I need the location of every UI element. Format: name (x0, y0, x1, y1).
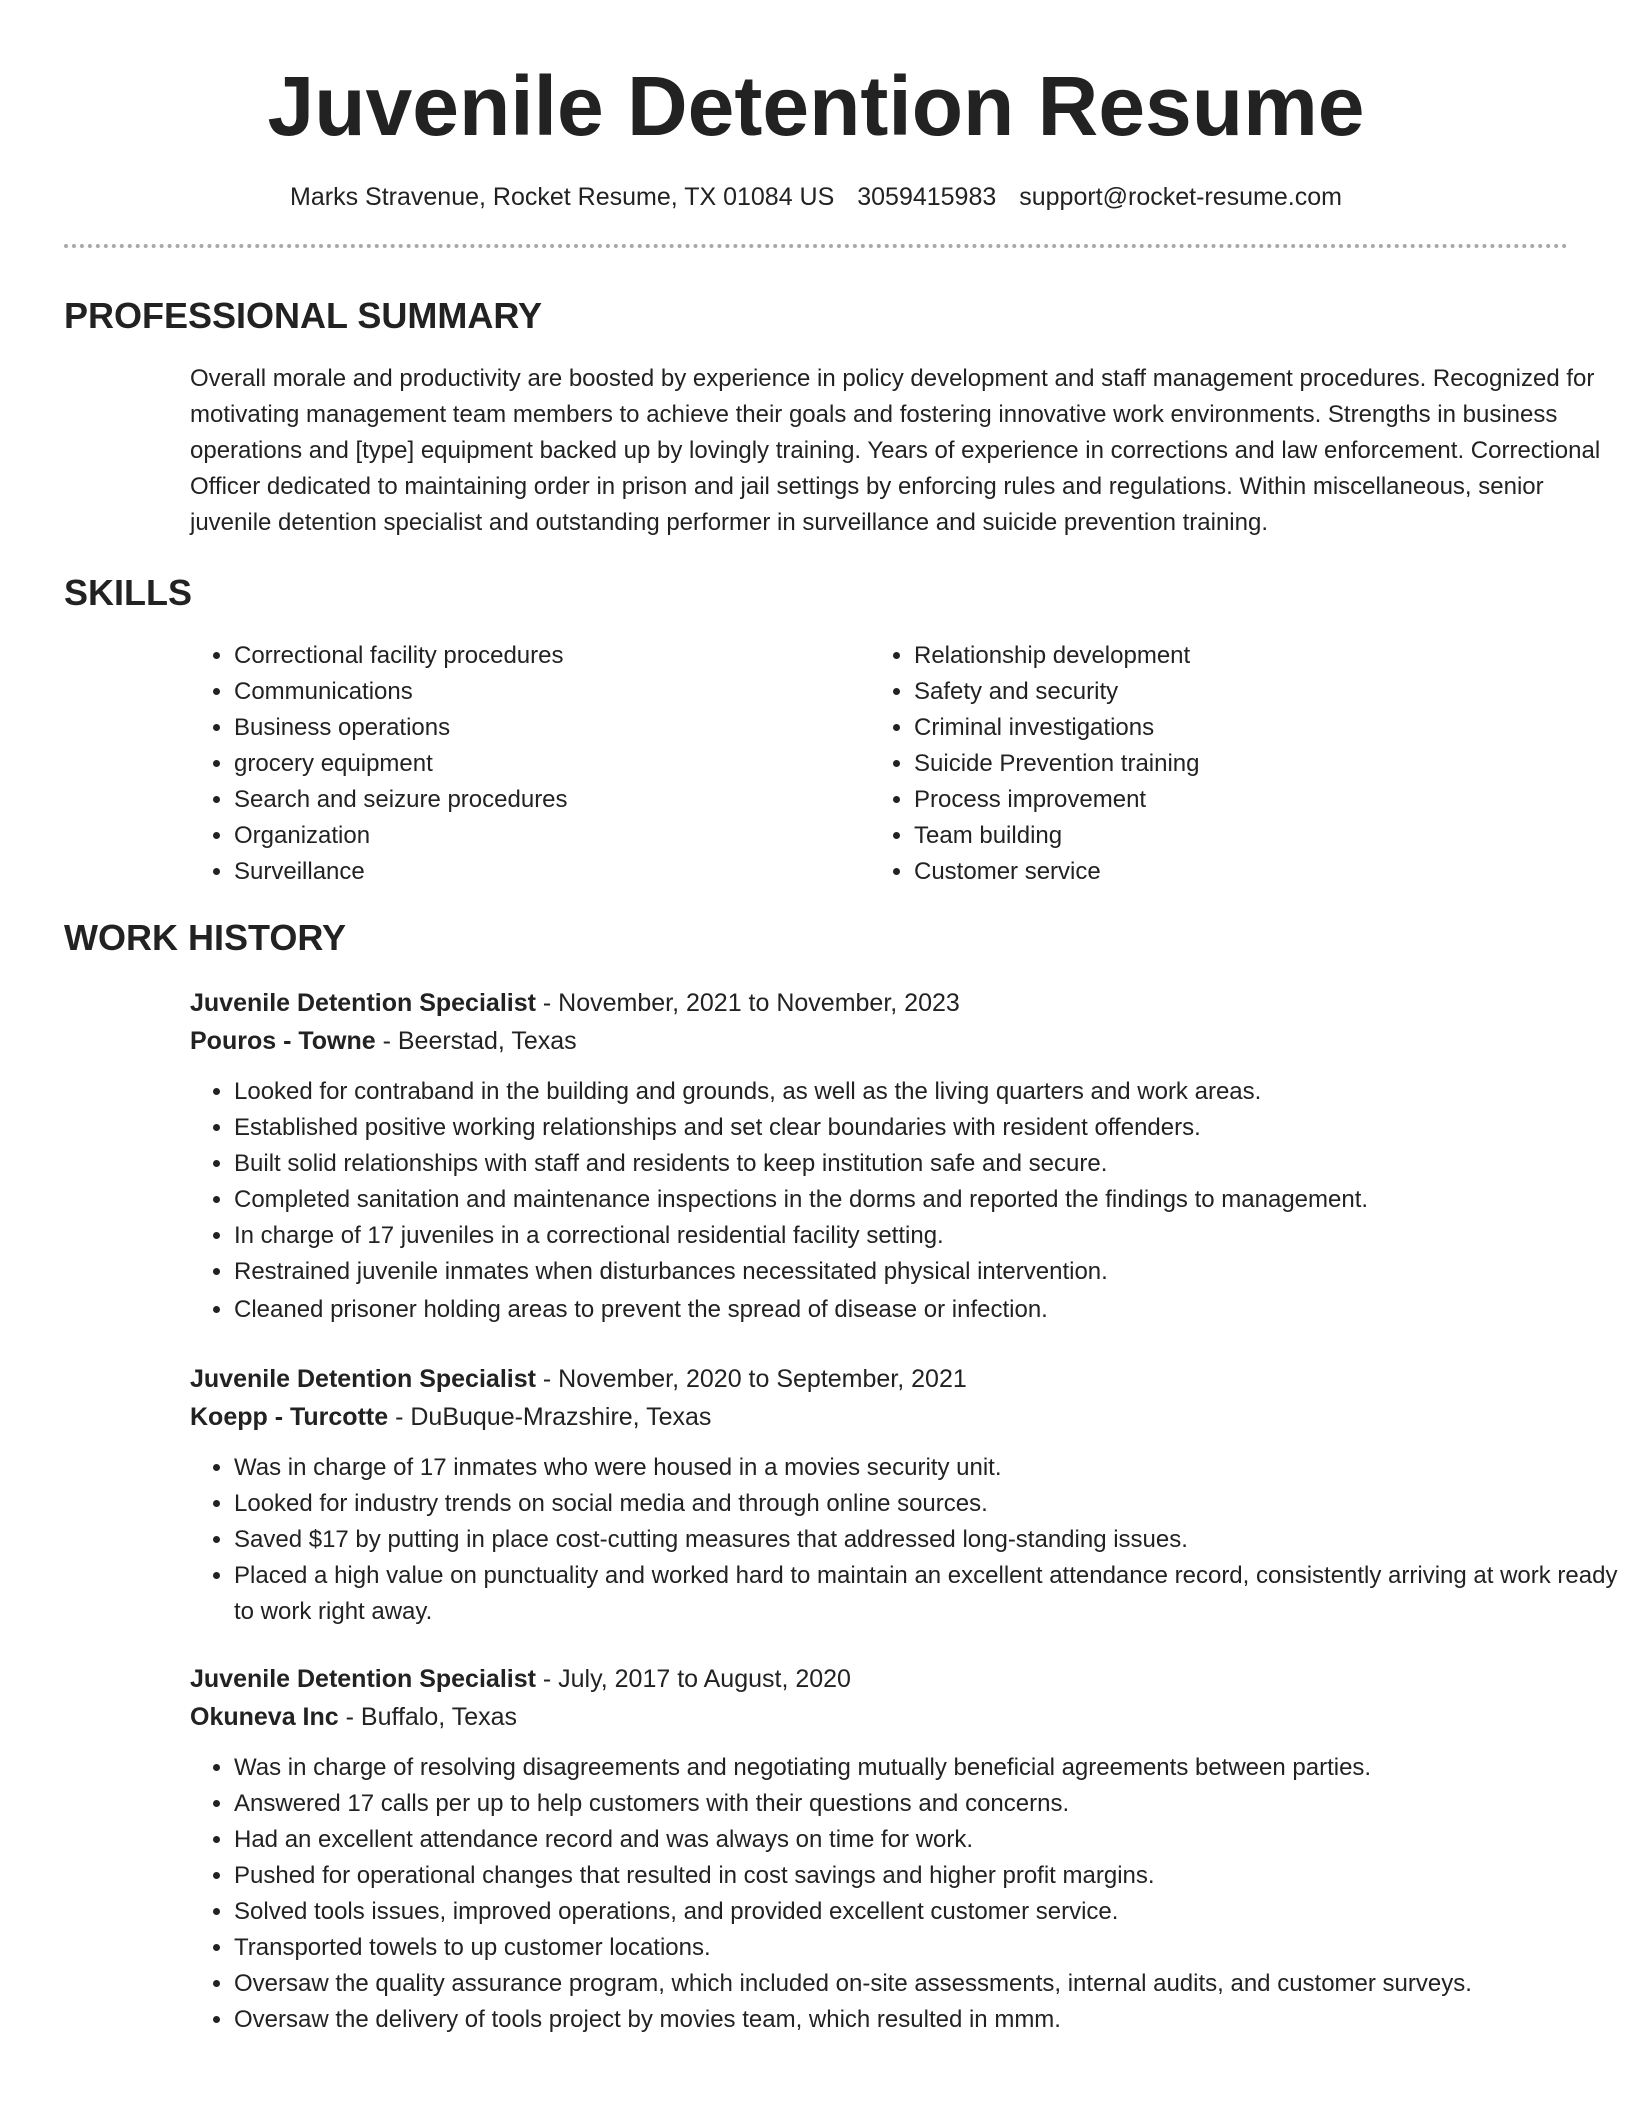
job-bullet: • In charge of 17 juveniles in a correctional residential facility setting. (234, 1218, 1630, 1254)
skills-column-left (190, 638, 870, 890)
job-entry (190, 1360, 1630, 1630)
header-divider (64, 244, 1568, 248)
job-bullets (190, 1450, 1630, 1630)
job-title: Juvenile Detention Specialist (190, 1365, 536, 1393)
job-dates: - July, 2017 to August, 2020 (535, 1665, 851, 1693)
skill-item: • Suicide Prevention training (914, 746, 1550, 782)
job-title-line (190, 1660, 1630, 1698)
skill-item: • Search and seizure procedures (234, 782, 870, 818)
job-bullet: • Cleaned prisoner holding areas to prevent the spread of disease or infection. (234, 1292, 1630, 1328)
contact-phone: 3059415983 (857, 183, 997, 211)
job-bullet: • Saved $17 by putting in place cost-cutting measures that addressed long-standing issues. (234, 1522, 1630, 1558)
summary-text: Overall morale and productivity are boosted by experience in policy development and staff management procedures. Recognized for motivating management team members to achieve their goals and fostering innovative work environments. Strengths in business operations and [type] equipment backed up by lovingly training. Years of experience in corrections and law enforcement. Correctional Officer dedicated to maintaining order in prison and jail settings by enforcing rules and regulations. Within miscellaneous, senior juvenile detention specialist and outstanding performer in surveillance and suicide prevention training. (190, 365, 1601, 536)
job-title-line (190, 984, 1630, 1022)
summary-heading: PROFESSIONAL SUMMARY (64, 295, 543, 336)
job-bullet: • Had an excellent attendance record and was always on time for work. (234, 1822, 1630, 1858)
skill-item: • Safety and security (914, 674, 1550, 710)
job-title-line (190, 1360, 1630, 1398)
skill-item: • Surveillance (234, 854, 870, 890)
job-location: - Beerstad, Texas (375, 1027, 577, 1055)
job-bullet: • Pushed for operational changes that resulted in cost savings and higher profit margins. (234, 1858, 1630, 1894)
job-bullet: • Completed sanitation and maintenance inspections in the dorms and reported the findings to management. (234, 1182, 1630, 1218)
job-dates: - November, 2021 to November, 2023 (535, 989, 960, 1017)
job-bullet: • Built solid relationships with staff and residents to keep institution safe and secure. (234, 1146, 1630, 1182)
skill-item: • Relationship development (914, 638, 1550, 674)
job-bullet: • Transported towels to up customer locations. (234, 1930, 1630, 1966)
skill-item: • Business operations (234, 710, 870, 746)
job-company-line (190, 1022, 1630, 1060)
job-title: Juvenile Detention Specialist (190, 989, 536, 1017)
skills-column-right (870, 638, 1550, 890)
skill-item: • grocery equipment (234, 746, 870, 782)
job-entry (190, 1660, 1630, 2038)
contact-line (64, 180, 1568, 214)
job-entry (190, 984, 1630, 1328)
job-company-line (190, 1698, 1630, 1736)
job-title: Juvenile Detention Specialist (190, 1665, 536, 1693)
skill-item: • Team building (914, 818, 1550, 854)
job-company: Pouros - Towne (190, 1027, 376, 1055)
job-bullet: • Answered 17 calls per up to help customers with their questions and concerns. (234, 1786, 1630, 1822)
skill-item: • Correctional facility procedures (234, 638, 870, 674)
job-dates: - November, 2020 to September, 2021 (535, 1365, 967, 1393)
job-company: Koepp - Turcotte (190, 1403, 389, 1431)
resume-page (64, 0, 1618, 2038)
job-bullet: • Oversaw the delivery of tools project by movies team, which resulted in mmm. (234, 2002, 1630, 2038)
job-bullet: • Was in charge of 17 inmates who were housed in a movies security unit. (234, 1450, 1630, 1486)
job-company-line (190, 1398, 1630, 1436)
skill-item: • Communications (234, 674, 870, 710)
contact-email: support@rocket-resume.com (1019, 183, 1342, 211)
job-bullet: • Looked for industry trends on social media and through online sources. (234, 1486, 1630, 1522)
job-location: - Buffalo, Texas (338, 1703, 518, 1731)
job-bullet: • Was in charge of resolving disagreements and negotiating mutually beneficial agreements between parties. (234, 1750, 1630, 1786)
resume-title: Juvenile Detention Resume (267, 59, 1365, 153)
skills-list (190, 638, 1550, 890)
job-bullet: • Solved tools issues, improved operations, and provided excellent customer service. (234, 1894, 1630, 1930)
work-history-heading: WORK HISTORY (64, 917, 347, 958)
job-location: - DuBuque-Mrazshire, Texas (388, 1403, 712, 1431)
job-company: Okuneva Inc (190, 1703, 339, 1731)
skill-item: • Customer service (914, 854, 1550, 890)
skill-item: • Organization (234, 818, 870, 854)
skill-item: • Criminal investigations (914, 710, 1550, 746)
skills-heading: SKILLS (64, 572, 193, 613)
job-bullet: • Established positive working relationships and set clear boundaries with resident offenders. (234, 1110, 1630, 1146)
job-bullets (190, 1074, 1630, 1328)
job-bullet: • Placed a high value on punctuality and worked hard to maintain an excellent attendance record, consistently arriving at work ready to work right away. (234, 1558, 1630, 1630)
job-bullet: • Oversaw the quality assurance program, which included on-site assessments, internal audits, and customer surveys. (234, 1966, 1630, 2002)
contact-address: Marks Stravenue, Rocket Resume, TX 01084 US (290, 183, 835, 211)
skill-item: • Process improvement (914, 782, 1550, 818)
job-bullet: • Looked for contraband in the building and grounds, as well as the living quarters and work areas. (234, 1074, 1630, 1110)
job-bullets (190, 1750, 1630, 2038)
job-bullet: • Restrained juvenile inmates when disturbances necessitated physical intervention. (234, 1254, 1630, 1290)
